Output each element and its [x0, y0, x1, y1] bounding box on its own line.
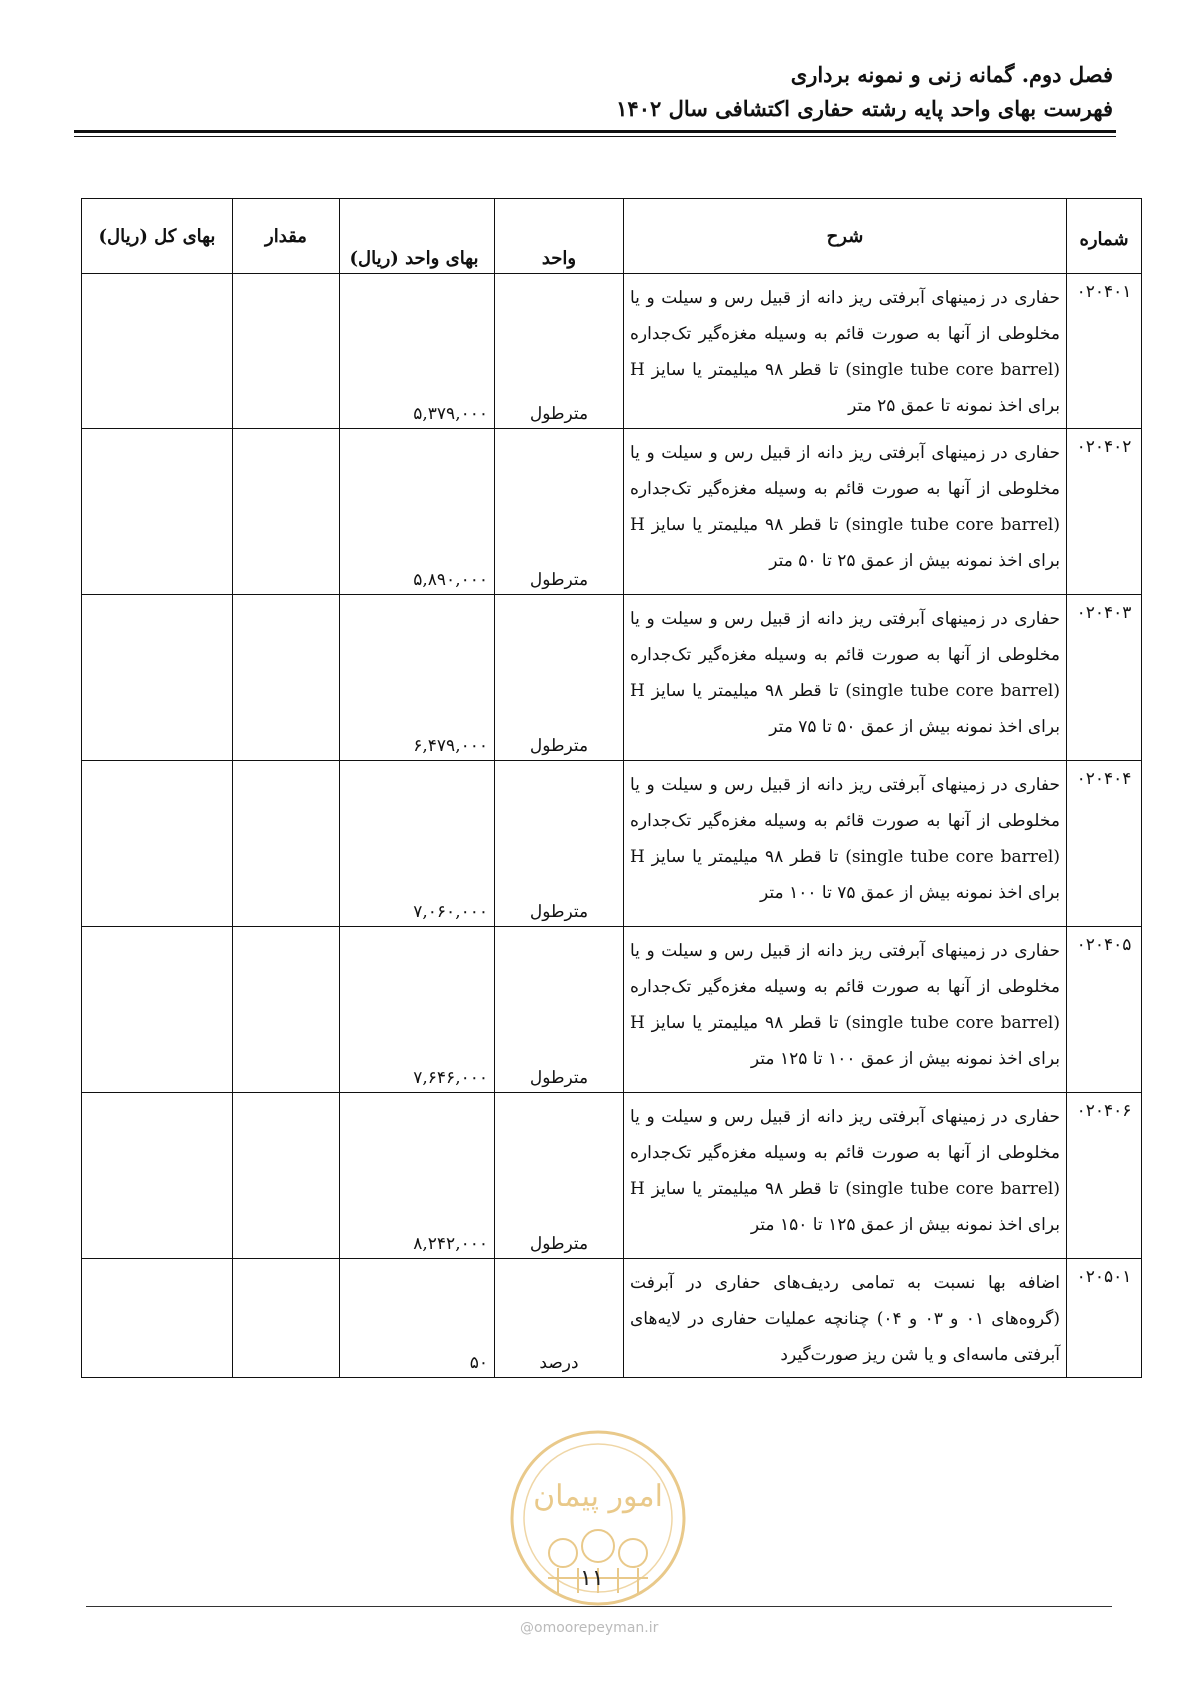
row-unit: مترطول: [495, 595, 624, 761]
page-number: ۱۱: [580, 1566, 604, 1591]
row-unit-price: ۵۰: [340, 1259, 495, 1378]
row-number: ۰۲۰۴۰۶: [1067, 1093, 1142, 1259]
row-total: [82, 429, 233, 595]
row-unit: مترطول: [495, 927, 624, 1093]
footer-rule: [86, 1606, 1112, 1607]
row-quantity: [233, 761, 340, 927]
row-unit: مترطول: [495, 429, 624, 595]
row-unit-price: ۷,۶۴۶,۰۰۰: [340, 927, 495, 1093]
row-description: حفاری در زمینهای آبرفتی ریز دانه از قبیل رس و سیلت و یا مخلوطی از آنها به صورت قائم به وسیله مغزه‌گیر تک‌جداره (single tube core barrel) تا قطر ۹۸ میلیمتر یا سایز H برای اخذ نمونه بیش از عمق ۱۰۰ تا ۱۲۵ متر: [624, 927, 1067, 1093]
table-row: [82, 761, 1142, 927]
row-number: ۰۲۰۴۰۲: [1067, 429, 1142, 595]
table-header-row: [82, 199, 1142, 274]
row-unit: مترطول: [495, 274, 624, 429]
header-rule-thin: [74, 136, 1116, 137]
row-total: [82, 1259, 233, 1378]
row-unit-price: ۷,۰۶۰,۰۰۰: [340, 761, 495, 927]
row-unit: درصد: [495, 1259, 624, 1378]
row-unit-price: ۸,۲۴۲,۰۰۰: [340, 1093, 495, 1259]
row-description: حفاری در زمینهای آبرفتی ریز دانه از قبیل رس و سیلت و یا مخلوطی از آنها به صورت قائم به وسیله مغزه‌گیر تک‌جداره (single tube core barrel) تا قطر ۹۸ میلیمتر یا سایز H برای اخذ نمونه بیش از عمق ۷۵ تا ۱۰۰ متر: [624, 761, 1067, 927]
row-unit: مترطول: [495, 761, 624, 927]
header-description: شرح: [624, 199, 1067, 274]
row-number: ۰۲۰۴۰۵: [1067, 927, 1142, 1093]
price-list-table: [81, 198, 1142, 1378]
row-quantity: [233, 1093, 340, 1259]
row-number: ۰۲۰۴۰۴: [1067, 761, 1142, 927]
header-total-price: بهای کل (ریال): [82, 199, 233, 274]
row-quantity: [233, 274, 340, 429]
table-row: [82, 595, 1142, 761]
table-row: [82, 927, 1142, 1093]
row-total: [82, 761, 233, 927]
header-unit: واحد: [495, 199, 624, 274]
table-row: [82, 429, 1142, 595]
footer-website-watermark: @omoorepeyman.ir: [520, 1620, 659, 1636]
row-unit: مترطول: [495, 1093, 624, 1259]
row-description: حفاری در زمینهای آبرفتی ریز دانه از قبیل رس و سیلت و یا مخلوطی از آنها به صورت قائم به وسیله مغزه‌گیر تک‌جداره (single tube core barrel) تا قطر ۹۸ میلیمتر یا سایز H برای اخذ نمونه بیش از عمق ۱۲۵ تا ۱۵۰ متر: [624, 1093, 1067, 1259]
row-quantity: [233, 595, 340, 761]
table-row: [82, 274, 1142, 429]
header-unit-price: بهای واحد (ریال): [340, 199, 495, 274]
row-total: [82, 927, 233, 1093]
row-description: حفاری در زمینهای آبرفتی ریز دانه از قبیل رس و سیلت و یا مخلوطی از آنها به صورت قائم به وسیله مغزه‌گیر تک‌جداره (single tube core barrel) تا قطر ۹۸ میلیمتر یا سایز H برای اخذ نمونه بیش از عمق ۲۵ تا ۵۰ متر: [624, 429, 1067, 595]
page-header: [616, 58, 1113, 126]
row-unit-price: ۵,۸۹۰,۰۰۰: [340, 429, 495, 595]
row-quantity: [233, 927, 340, 1093]
document-subtitle: فهرست بهای واحد پایه رشته حفاری اکتشافی سال ۱۴۰۲: [616, 96, 1113, 121]
header-number: شماره: [1067, 199, 1142, 274]
row-number: ۰۲۰۵۰۱: [1067, 1259, 1142, 1378]
header-quantity: مقدار: [233, 199, 340, 274]
row-unit-price: ۶,۴۷۹,۰۰۰: [340, 595, 495, 761]
row-quantity: [233, 1259, 340, 1378]
row-description: حفاری در زمینهای آبرفتی ریز دانه از قبیل رس و سیلت و یا مخلوطی از آنها به صورت قائم به وسیله مغزه‌گیر تک‌جداره (single tube core barrel) تا قطر ۹۸ میلیمتر یا سایز H برای اخذ نمونه بیش از عمق ۵۰ تا ۷۵ متر: [624, 595, 1067, 761]
row-number: ۰۲۰۴۰۱: [1067, 274, 1142, 429]
table-row: [82, 1259, 1142, 1378]
row-total: [82, 595, 233, 761]
chapter-title: فصل دوم. گمانه زنی و نمونه برداری: [790, 62, 1113, 87]
table-row: [82, 1093, 1142, 1259]
row-total: [82, 1093, 233, 1259]
row-number: ۰۲۰۴۰۳: [1067, 595, 1142, 761]
row-description: حفاری در زمینهای آبرفتی ریز دانه از قبیل رس و سیلت و یا مخلوطی از آنها به صورت قائم به وسیله مغزه‌گیر تک‌جداره (single tube core barrel) تا قطر ۹۸ میلیمتر یا سایز H برای اخذ نمونه تا عمق ۲۵ متر: [624, 274, 1067, 429]
svg-text:امور پیمان: امور پیمان: [533, 1479, 663, 1514]
header-rule-thick: [74, 130, 1116, 133]
row-total: [82, 274, 233, 429]
row-description: اضافه بها نسبت به تمامی ردیف‌های حفاری در آبرفت (گروه‌های ۰۱ و ۰۳ و ۰۴) چنانچه عملیات حفاری در لایه‌های آبرفتی ماسه‌ای و یا شن ریز صورت‌گیرد: [624, 1259, 1067, 1378]
row-quantity: [233, 429, 340, 595]
row-unit-price: ۵,۳۷۹,۰۰۰: [340, 274, 495, 429]
